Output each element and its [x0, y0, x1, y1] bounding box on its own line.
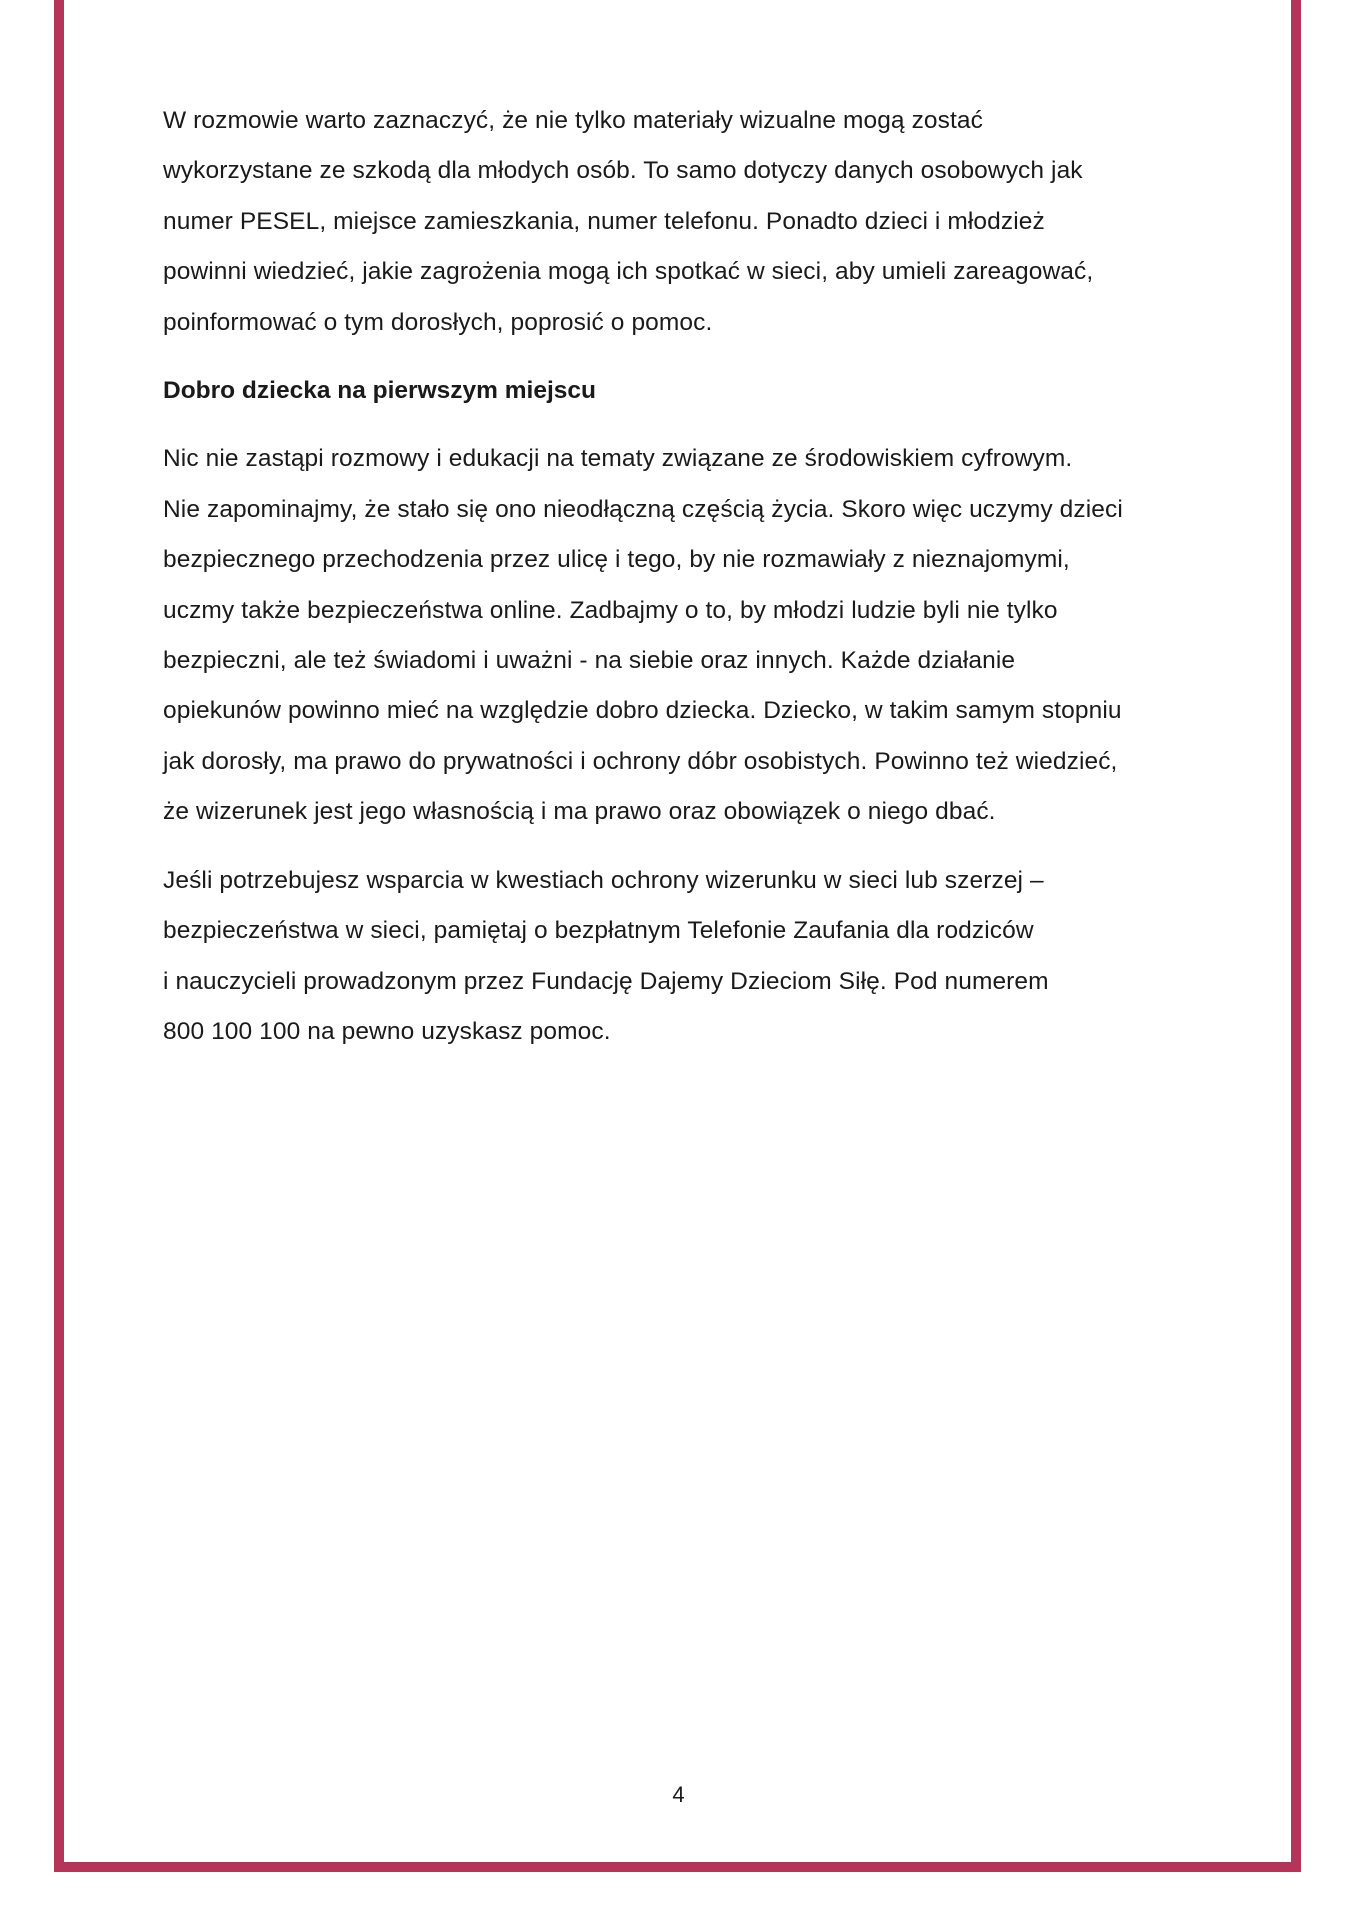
text-line: W rozmowie warto zaznaczyć, że nie tylko materiały wizualne mogą zostać	[163, 107, 983, 134]
text-line: uczmy także bezpieczeństwa online. Zadbajmy o to, by młodzi ludzie byli nie tylko	[163, 596, 1058, 624]
text-line: powinni wiedzieć, jakie zagrożenia mogą ich spotkać w sieci, aby umieli zareagować,	[163, 258, 1094, 286]
text-line: opiekunów powinno mieć na względzie dobro dziecka. Dziecko, w takim samym stopniu	[163, 697, 1122, 725]
text-line: jak dorosły, ma prawo do prywatności i ochrony dóbr osobistych. Powinno też wiedzieć,	[163, 747, 1118, 775]
section-heading: Dobro dziecka na pierwszym miejscu	[163, 377, 596, 405]
text-line: że wizerunek jest jego własnością i ma prawo oraz obowiązek o niego dbać.	[163, 798, 996, 826]
text-line: wykorzystane ze szkodą dla młodych osób. To samo dotyczy danych osobowych jak	[163, 157, 1083, 185]
text-line: bezpieczni, ale też świadomi i uważni - na siebie oraz innych. Każde działanie	[163, 647, 1016, 675]
text-line: i nauczycieli prowadzonym przez Fundację Dajemy Dzieciom Siłę. Pod numerem	[163, 967, 1049, 995]
text-line: Nie zapominajmy, że stało się ono nieodłączną częścią życia. Skoro więc uczymy dzieci	[163, 495, 1123, 523]
text-line: Jeśli potrzebujesz wsparcia w kwestiach ochrony wizerunku w sieci lub szerzej –	[163, 866, 1044, 894]
text-line: 800 100 100 na pewno uzyskasz pomoc.	[163, 1017, 611, 1045]
document-body	[163, 96, 1213, 1075]
page-number: 4	[672, 1782, 685, 1807]
intro-paragraph	[163, 96, 1213, 348]
text-line: Nic nie zastąpi rozmowy i edukacji na tematy związane ze środowiskiem cyfrowym.	[163, 445, 1073, 473]
support-paragraph	[163, 856, 1213, 1058]
text-line: bezpieczeństwa w sieci, pamiętaj o bezpłatnym Telefonie Zaufania dla rodziców	[163, 917, 1034, 945]
text-line: bezpiecznego przechodzenia przez ulicę i tego, by nie rozmawiały z nieznajomymi,	[163, 546, 1070, 574]
main-paragraph	[163, 434, 1213, 837]
text-line: poinformować o tym dorosłych, poprosić o pomoc.	[163, 308, 713, 336]
text-line: numer PESEL, miejsce zamieszkania, numer telefonu. Ponadto dzieci i młodzież	[163, 207, 1045, 235]
